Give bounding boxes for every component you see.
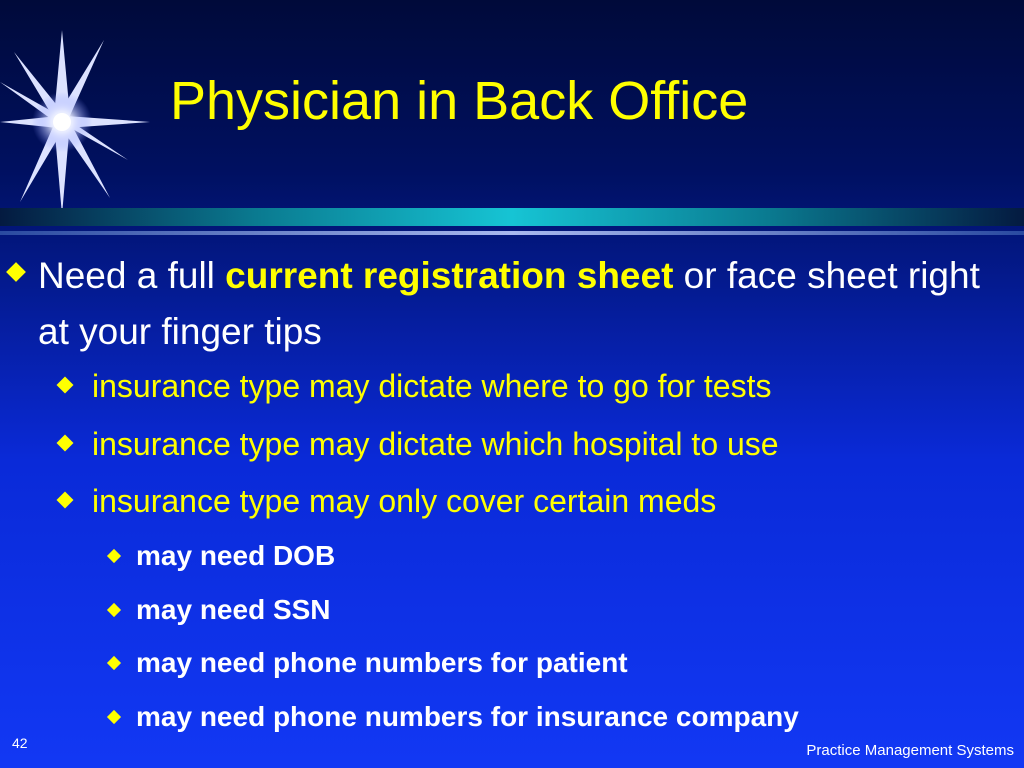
title-divider bbox=[0, 208, 1024, 226]
sub-sub-bullet-text: may need SSN bbox=[136, 594, 331, 625]
slide-title: Physician in Back Office bbox=[170, 71, 749, 131]
bullet-main-text bbox=[0, 248, 1010, 360]
sub-sub-bullet-text: may need phone numbers for insurance company bbox=[136, 701, 799, 732]
footer-text: Practice Management Systems bbox=[806, 742, 1014, 759]
diamond-bullet-icon bbox=[107, 656, 121, 670]
diamond-bullet-icon bbox=[57, 435, 74, 452]
starburst-icon bbox=[0, 30, 150, 215]
bullet-main-before: Need a full bbox=[38, 255, 226, 296]
bullet-main-after: or face sheet right at your finger tips bbox=[38, 255, 980, 352]
sub-bullet-text: insurance type may dictate where to go for tests bbox=[92, 368, 772, 404]
sub-bullet-text: insurance type may dictate which hospital to use bbox=[92, 426, 779, 462]
diamond-bullet-icon bbox=[107, 549, 121, 563]
diamond-bullet-icon bbox=[107, 710, 121, 724]
sub-bullet-text: insurance type may only cover certain meds bbox=[92, 483, 717, 519]
bullet-main-emphasis: current registration sheet bbox=[225, 255, 674, 296]
diamond-bullet-icon bbox=[107, 603, 121, 617]
diamond-bullet-icon bbox=[57, 377, 74, 394]
diamond-bullet-icon bbox=[57, 492, 74, 509]
page-number: 42 bbox=[12, 735, 28, 751]
title-divider-thin bbox=[0, 231, 1024, 235]
bullet-main bbox=[0, 248, 1010, 360]
sub-sub-bullet-text: may need phone numbers for patient bbox=[136, 647, 628, 678]
sub-sub-bullet-text: may need DOB bbox=[136, 540, 336, 571]
